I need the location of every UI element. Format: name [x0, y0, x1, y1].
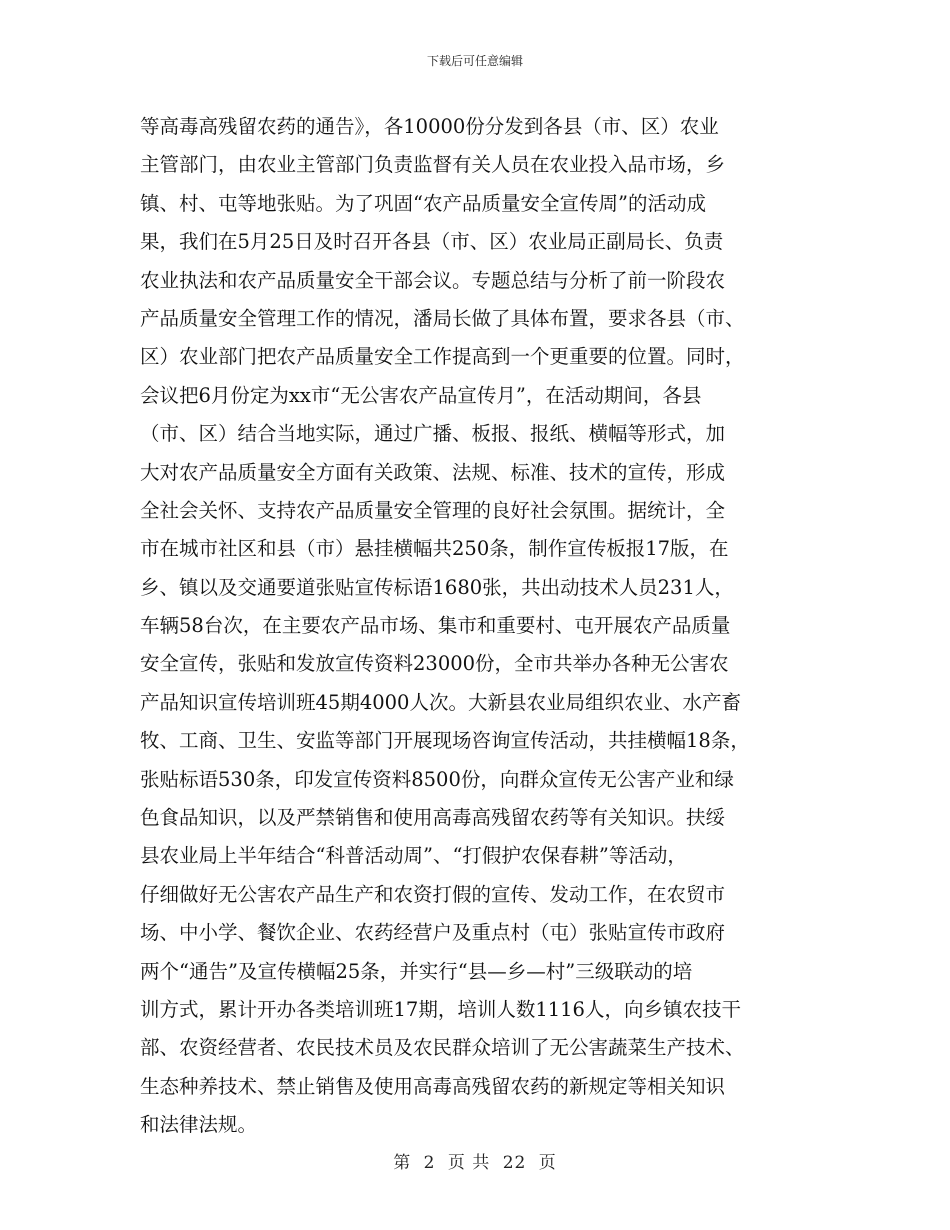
body-line: 大对农产品质量安全方面有关政策、法规、标准、技术的宣传，形成 — [140, 460, 726, 484]
body-line: 等高毒高残留农药的通告》，各10000份分发到各县（市、区）农业 — [140, 115, 719, 138]
footer-suffix: 页 — [538, 1153, 557, 1173]
page-footer — [0, 1148, 950, 1173]
body-line: 产品知识宣传培训班45期4000人次。大新县农业局组织农业、水产畜 — [140, 690, 741, 714]
body-line: 训方式，累计开办各类培训班17期，培训人数1116人，向乡镇农技干 — [140, 997, 741, 1021]
document-body — [140, 108, 820, 1145]
body-line: 场、中小学、餐饮企业、农药经营户及重点村（屯）张贴宣传市政府 — [140, 921, 726, 945]
footer-total-pages: 22 — [502, 1153, 527, 1173]
page-header: 下载后可任意编辑 — [426, 54, 523, 68]
footer-prefix: 第 — [393, 1153, 412, 1173]
body-line: 和法律法规。 — [140, 1113, 258, 1137]
body-line: 果，我们在5月25日及时召开各县（市、区）农业局正副局长、负责 — [140, 230, 724, 254]
body-line: 两个“通告”及宣传横幅25条，并实行“县—乡—村”三级联动的培 — [140, 959, 693, 983]
body-line: 产品质量安全管理工作的情况，潘局长做了具体布置，要求各县（市、 — [140, 306, 745, 330]
body-line: 车辆58台次，在主要农产品市场、集市和重要村、屯开展农产品质量 — [140, 614, 731, 638]
body-line: 生态种养技术、禁止销售及使用高毒高残留农药的新规定等相关知识 — [140, 1074, 726, 1098]
body-line: 镇、村、屯等地张贴。为了巩固“农产品质量安全宣传周”的活动成 — [140, 191, 706, 215]
body-line: （市、区）结合当地实际，通过广播、板报、报纸、横幅等形式，加 — [140, 422, 726, 446]
body-line: 县农业局上半年结合“科普活动周”、“打假护农保春耕”等活动， — [140, 844, 687, 868]
body-line: 仔细做好无公害农产品生产和农资打假的宣传、发动工作，在农贸市 — [140, 882, 726, 906]
body-line: 市在城市社区和县（市）悬挂横幅共250条，制作宣传板报17版，在 — [140, 537, 729, 561]
body-line: 乡、镇以及交通要道张贴宣传标语1680张，共出动技术人员231人， — [140, 575, 734, 599]
body-line: 主管部门，由农业主管部门负责监督有关人员在农业投入品市场，乡 — [140, 153, 726, 177]
body-line: 部、农资经营者、农民技术员及农民群众培训了无公害蔬菜生产技术、 — [140, 1036, 745, 1060]
body-line: 全社会关怀、支持农产品质量安全管理的良好社会氛围。据统计，全 — [140, 498, 726, 522]
body-line: 会议把6月份定为xx市“无公害农产品宣传月”，在活动期间，各县 — [140, 383, 702, 407]
body-line: 色食品知识，以及严禁销售和使用高毒高残留农药等有关知识。扶绥 — [140, 806, 726, 830]
footer-page-number: 2 — [423, 1153, 436, 1173]
body-line: 安全宣传，张贴和发放宣传资料23000份，全市共举办各种无公害农 — [140, 652, 729, 676]
body-line: 区）农业部门把农产品质量安全工作提高到一个更重要的位置。同时， — [140, 345, 745, 369]
body-line: 牧、工商、卫生、安监等部门开展现场咨询宣传活动，共挂横幅18条， — [140, 729, 750, 753]
body-line: 农业执法和农产品质量安全干部会议。专题总结与分析了前一阶段农 — [140, 268, 726, 292]
body-line: 张贴标语530条，印发宣传资料8500份，向群众宣传无公害产业和绿 — [140, 767, 734, 791]
footer-middle: 页 共 — [447, 1153, 491, 1173]
